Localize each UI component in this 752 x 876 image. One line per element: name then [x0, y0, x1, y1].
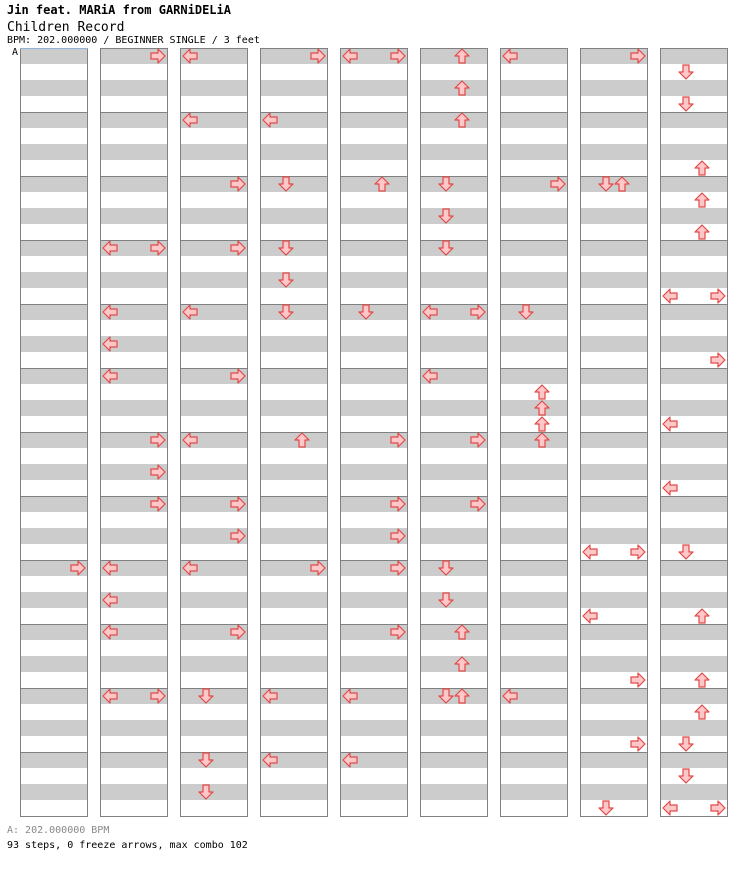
beat-stripe — [340, 368, 408, 384]
beat-stripe — [180, 464, 248, 480]
beat-stripe — [20, 368, 88, 384]
beat-stripe — [100, 272, 168, 288]
beat-stripe — [580, 656, 648, 672]
beat-stripe — [660, 304, 728, 320]
beat-stripe — [580, 432, 648, 448]
beat-stripe — [420, 272, 488, 288]
beat-stripe — [580, 624, 648, 640]
beat-stripe — [500, 144, 568, 160]
beat-stripe — [580, 784, 648, 800]
beat-stripe — [180, 592, 248, 608]
beat-stripe — [580, 368, 648, 384]
beat-stripe — [580, 464, 648, 480]
beat-stripe — [500, 272, 568, 288]
beat-stripe — [340, 272, 408, 288]
beat-stripe — [500, 240, 568, 256]
beat-stripe — [20, 784, 88, 800]
beat-stripe — [20, 592, 88, 608]
beat-stripe — [660, 656, 728, 672]
beat-stripe — [260, 272, 328, 288]
beat-stripe — [340, 400, 408, 416]
beat-stripe — [500, 496, 568, 512]
beat-stripe — [20, 176, 88, 192]
beat-stripe — [20, 272, 88, 288]
beat-stripe — [340, 80, 408, 96]
beat-stripe — [660, 176, 728, 192]
beat-stripe — [580, 304, 648, 320]
chart-stats: 93 steps, 0 freeze arrows, max combo 102 — [7, 840, 248, 851]
beat-stripe — [660, 528, 728, 544]
beat-stripe — [340, 592, 408, 608]
beat-stripe — [20, 400, 88, 416]
beat-stripe — [420, 592, 488, 608]
beat-stripe — [580, 400, 648, 416]
beat-stripe — [340, 176, 408, 192]
beat-stripe — [100, 144, 168, 160]
beat-stripe — [660, 240, 728, 256]
beat-stripe — [180, 144, 248, 160]
beat-stripe — [100, 656, 168, 672]
beat-stripe — [100, 720, 168, 736]
beat-stripe — [20, 720, 88, 736]
bpm-legend: A: 202.000000 BPM — [7, 825, 110, 836]
beat-stripe — [500, 464, 568, 480]
beat-stripe — [500, 368, 568, 384]
beat-stripe — [660, 432, 728, 448]
beat-stripe — [660, 272, 728, 288]
beat-stripe — [180, 272, 248, 288]
beat-stripe — [260, 592, 328, 608]
beat-stripe — [180, 336, 248, 352]
beat-stripe — [20, 240, 88, 256]
beat-stripe — [20, 304, 88, 320]
beat-stripe — [420, 176, 488, 192]
beat-stripe — [340, 720, 408, 736]
beat-stripe — [100, 208, 168, 224]
beat-stripe — [660, 592, 728, 608]
beat-stripe — [260, 400, 328, 416]
beat-stripe — [420, 80, 488, 96]
beat-stripe — [580, 592, 648, 608]
beat-stripe — [260, 240, 328, 256]
beat-stripe — [660, 496, 728, 512]
song-artist: Jin feat. MARiA from GARNiDELiA — [7, 3, 231, 17]
beat-stripe — [420, 624, 488, 640]
beat-stripe — [100, 528, 168, 544]
beat-stripe — [20, 752, 88, 768]
beat-stripe — [20, 656, 88, 672]
beat-stripe — [660, 624, 728, 640]
beat-stripe — [260, 432, 328, 448]
beat-stripe — [340, 656, 408, 672]
beat-stripe — [260, 624, 328, 640]
beat-stripe — [340, 784, 408, 800]
beat-stripe — [660, 784, 728, 800]
beat-stripe — [20, 624, 88, 640]
beat-stripe — [260, 80, 328, 96]
beat-stripe — [260, 304, 328, 320]
beat-stripe — [420, 336, 488, 352]
beat-stripe — [500, 400, 568, 416]
chart-info: BPM: 202.000000 / BEGINNER SINGLE / 3 feet — [7, 35, 260, 46]
beat-stripe — [260, 336, 328, 352]
beat-stripe — [660, 112, 728, 128]
beat-stripe — [420, 720, 488, 736]
beat-stripe — [660, 400, 728, 416]
beat-stripe — [580, 688, 648, 704]
beat-stripe — [340, 208, 408, 224]
beat-stripe — [500, 720, 568, 736]
beat-stripe — [660, 368, 728, 384]
beat-stripe — [500, 752, 568, 768]
beat-stripe — [20, 432, 88, 448]
beat-stripe — [20, 528, 88, 544]
beat-stripe — [500, 624, 568, 640]
beat-stripe — [660, 336, 728, 352]
beat-stripe — [180, 400, 248, 416]
beat-stripe — [340, 144, 408, 160]
beat-stripe — [420, 400, 488, 416]
beat-stripe — [260, 496, 328, 512]
beat-stripe — [660, 80, 728, 96]
beat-stripe — [580, 240, 648, 256]
beat-stripe — [180, 784, 248, 800]
beat-stripe — [660, 144, 728, 160]
beat-stripe — [500, 656, 568, 672]
beat-stripe — [260, 208, 328, 224]
beat-stripe — [500, 784, 568, 800]
beat-stripe — [580, 80, 648, 96]
beat-stripe — [660, 720, 728, 736]
beat-stripe — [500, 112, 568, 128]
beat-stripe — [580, 336, 648, 352]
beat-stripe — [580, 272, 648, 288]
beat-stripe — [420, 528, 488, 544]
beat-stripe — [580, 112, 648, 128]
beat-stripe — [100, 80, 168, 96]
beat-stripe — [340, 336, 408, 352]
beat-stripe — [180, 208, 248, 224]
beat-stripe — [660, 688, 728, 704]
beat-stripe — [260, 176, 328, 192]
beat-stripe — [580, 144, 648, 160]
beat-stripe — [340, 112, 408, 128]
beat-stripe — [100, 400, 168, 416]
beat-stripe — [20, 464, 88, 480]
beat-stripe — [420, 208, 488, 224]
beat-stripe — [500, 336, 568, 352]
beat-stripe — [260, 464, 328, 480]
beat-stripe — [180, 720, 248, 736]
beat-stripe — [20, 112, 88, 128]
beat-stripe — [500, 592, 568, 608]
beat-stripe — [20, 80, 88, 96]
beat-stripe — [580, 496, 648, 512]
beat-stripe — [100, 176, 168, 192]
beat-stripe — [580, 528, 648, 544]
song-title: Children Record — [7, 20, 125, 35]
beat-stripe — [260, 656, 328, 672]
beat-stripe — [420, 752, 488, 768]
beat-stripe — [100, 752, 168, 768]
beat-stripe — [660, 464, 728, 480]
beat-stripe — [660, 208, 728, 224]
beat-stripe — [420, 464, 488, 480]
beat-stripe — [20, 48, 88, 64]
beat-stripe — [420, 656, 488, 672]
beat-stripe — [180, 80, 248, 96]
beat-stripe — [180, 656, 248, 672]
beat-stripe — [180, 752, 248, 768]
beat-stripe — [20, 336, 88, 352]
beat-stripe — [260, 144, 328, 160]
beat-stripe — [260, 784, 328, 800]
beat-stripe — [580, 208, 648, 224]
beat-stripe — [100, 784, 168, 800]
beat-stripe — [340, 304, 408, 320]
beat-stripe — [580, 752, 648, 768]
beat-stripe — [420, 144, 488, 160]
beat-stripe — [500, 528, 568, 544]
beat-stripe — [660, 48, 728, 64]
beat-stripe — [500, 80, 568, 96]
beat-stripe — [500, 560, 568, 576]
beat-stripe — [660, 560, 728, 576]
beat-stripe — [180, 688, 248, 704]
beat-stripe — [500, 208, 568, 224]
beat-stripe — [100, 112, 168, 128]
beat-stripe — [580, 720, 648, 736]
bpm-marker-label: A — [12, 47, 19, 58]
beat-stripe — [260, 368, 328, 384]
beat-stripe — [420, 48, 488, 64]
beat-stripe — [340, 240, 408, 256]
beat-stripe — [260, 528, 328, 544]
beat-stripe — [660, 752, 728, 768]
beat-stripe — [260, 720, 328, 736]
beat-stripe — [420, 784, 488, 800]
beat-stripe — [580, 176, 648, 192]
beat-stripe — [500, 304, 568, 320]
beat-stripe — [420, 560, 488, 576]
beat-stripe — [20, 496, 88, 512]
beat-stripe — [420, 688, 488, 704]
beat-stripe — [20, 208, 88, 224]
beat-stripe — [420, 240, 488, 256]
beat-stripe — [340, 464, 408, 480]
beat-stripe — [500, 432, 568, 448]
beat-stripe — [20, 144, 88, 160]
beat-stripe — [420, 112, 488, 128]
beat-stripe — [20, 688, 88, 704]
beat-stripe — [580, 560, 648, 576]
